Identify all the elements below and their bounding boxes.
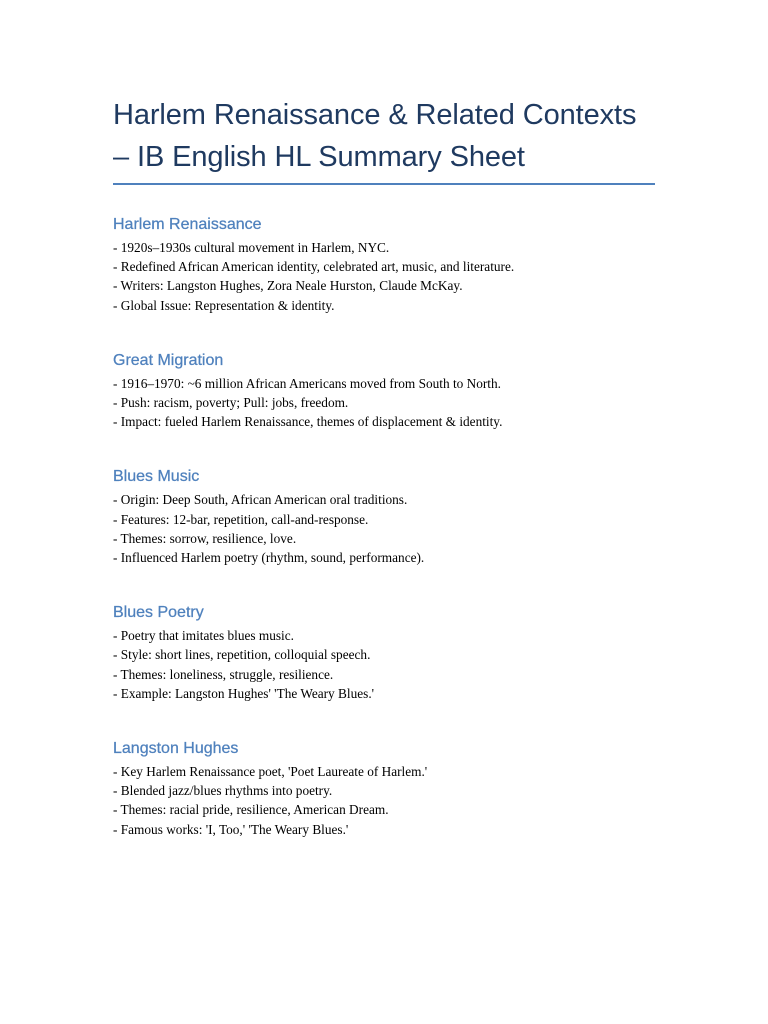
list-item: - Themes: sorrow, resilience, love. xyxy=(113,530,297,546)
list-item: - Blended jazz/blues rhythms into poetry. xyxy=(113,783,333,799)
section-heading: Harlem Renaissance xyxy=(113,216,262,233)
section-heading: Great Migration xyxy=(113,351,224,369)
list-item: - Style: short lines, repetition, colloquial speech. xyxy=(113,647,371,663)
list-item: - Impact: fueled Harlem Renaissance, themes of displacement & identity. xyxy=(113,414,503,430)
summary-sheet-page xyxy=(113,94,655,839)
section-langston-hughes xyxy=(113,739,655,839)
list-item: - Redefined African American identity, celebrated art, music, and literature. xyxy=(113,259,515,275)
list-item: - Famous works: 'I, Too,' 'The Weary Blues.' xyxy=(113,821,349,837)
section-great-migration xyxy=(113,351,655,432)
list-item: - Global Issue: Representation & identity. xyxy=(113,297,335,313)
section-bullet-list xyxy=(113,374,655,432)
section-bullet-list xyxy=(113,626,655,703)
list-item: - Features: 12-bar, repetition, call-and-response. xyxy=(113,511,369,527)
section-blues-poetry xyxy=(113,603,655,703)
section-bullet-list xyxy=(113,238,655,315)
list-item: - Push: racism, poverty; Pull: jobs, freedom. xyxy=(113,395,349,411)
list-item: - 1916–1970: ~6 million African Americans moved from South to North. xyxy=(113,375,501,391)
title-underline xyxy=(113,183,655,185)
section-heading: Blues Music xyxy=(113,468,200,486)
section-blues-music xyxy=(113,467,655,567)
list-item: - Key Harlem Renaissance poet, 'Poet Laureate of Harlem.' xyxy=(113,764,428,780)
section-harlem-renaissance xyxy=(113,215,655,315)
list-item: - Writers: Langston Hughes, Zora Neale Hurston, Claude McKay. xyxy=(113,278,463,294)
section-heading: Blues Poetry xyxy=(113,604,204,622)
list-item: - Themes: racial pride, resilience, American Dream. xyxy=(113,802,389,818)
list-item: - Themes: loneliness, struggle, resilience. xyxy=(113,666,334,682)
section-heading: Langston Hughes xyxy=(113,740,239,758)
list-item: - Poetry that imitates blues music. xyxy=(113,628,294,644)
list-item: - Influenced Harlem poetry (rhythm, sound, performance). xyxy=(113,550,425,566)
list-item: - 1920s–1930s cultural movement in Harlem, NYC. xyxy=(113,240,390,255)
title-line-1: Harlem Renaissance & Related Contexts xyxy=(113,99,637,131)
list-item: - Origin: Deep South, African American oral traditions. xyxy=(113,492,408,508)
section-bullet-list xyxy=(113,490,655,567)
section-bullet-list xyxy=(113,762,655,839)
document-title xyxy=(113,94,655,183)
title-line-2: – IB English HL Summary Sheet xyxy=(113,141,525,173)
list-item: - Example: Langston Hughes' 'The Weary Blues.' xyxy=(113,685,375,701)
